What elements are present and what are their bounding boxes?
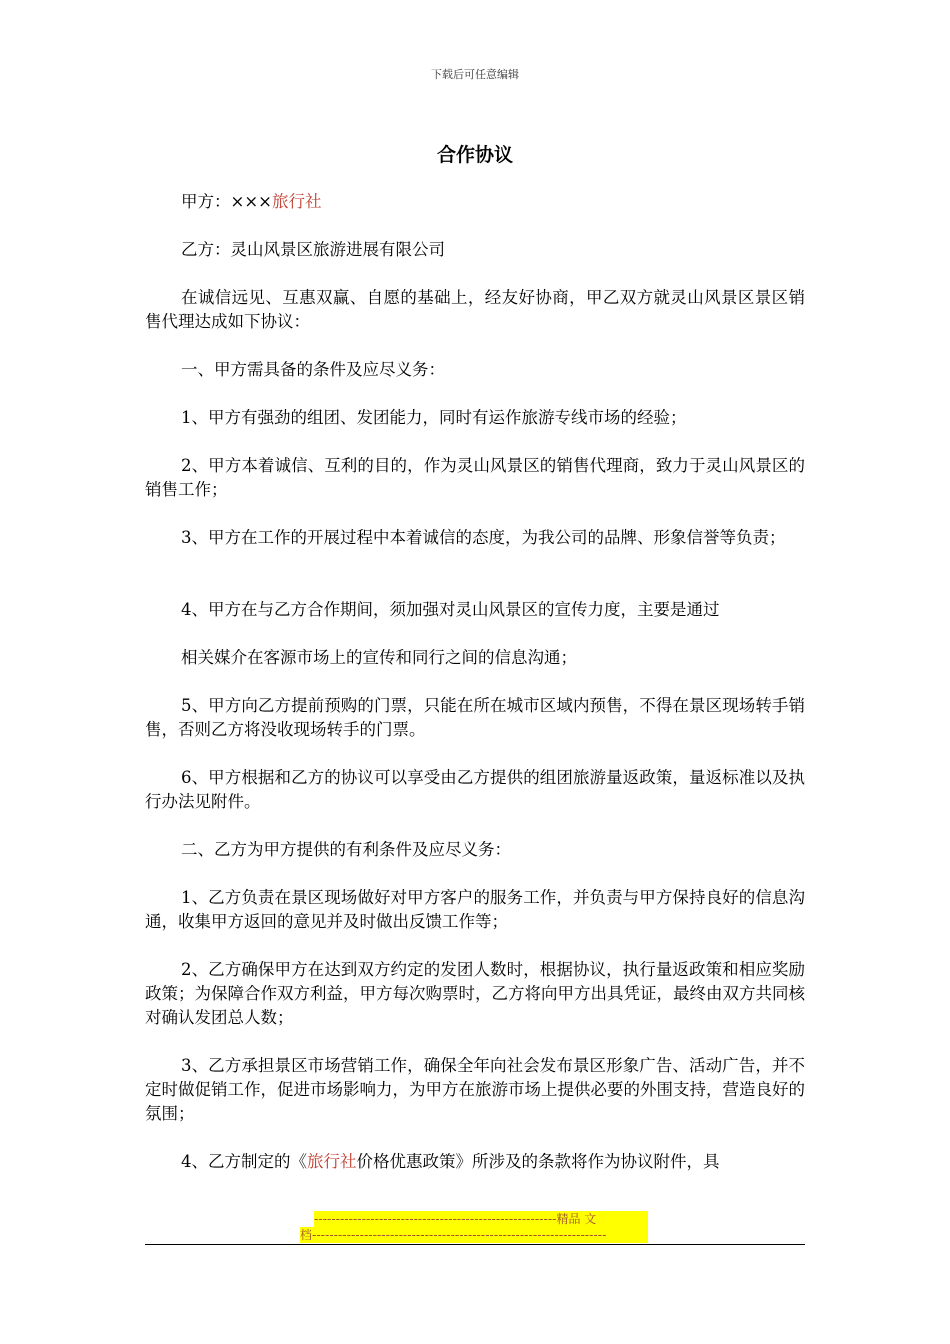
party-b-line: 乙方：灵山风景区旅游进展有限公司 — [181, 240, 445, 259]
section1-heading: 一、甲方需具备的条件及应尽义务： — [181, 360, 445, 379]
section1-item: 相关媒介在客源市场上的宣传和同行之间的信息沟通； — [181, 648, 577, 667]
footer-watermark — [300, 1211, 648, 1243]
intro-paragraph: 在诚信远见、互惠双赢、自愿的基础上，经友好协商，甲乙双方就灵山风景区景区销售代理达成如下协议： — [145, 288, 805, 331]
section2-item: 2、乙方确保甲方在达到双方约定的发团人数时，根据协议，执行量返政策和相应奖励政策；为保障合作双方利益，甲方每次购票时，乙方将向甲方出具凭证，最终由双方共同核对确认发团总人数； — [145, 960, 805, 1027]
section1-item: 5、甲方向乙方提前预购的门票，只能在所在城市区域内预售，不得在景区现场转手销售，否则乙方将没收现场转手的门票。 — [145, 696, 805, 739]
party-a-line — [145, 190, 805, 214]
section1-item: 3、甲方在工作的开展过程中本着诚信的态度，为我公司的品牌、形象信誉等负责； — [181, 528, 786, 547]
section2-item: 3、乙方承担景区市场营销工作，确保全年向社会发布景区形象广告、活动广告，并不定时做促销工作，促进市场影响力，为甲方在旅游市场上提供必要的外围支持，营造良好的氛围； — [145, 1056, 805, 1123]
footer-line2: 档-------------------------------------------------------------------- — [300, 1227, 648, 1243]
section1-item: 6、甲方根据和乙方的协议可以享受由乙方提供的组团旅游量返政策，量返标准以及执行办法见附件。 — [145, 768, 805, 811]
section1-item: 1、甲方有强劲的组团、发团能力，同时有运作旅游专线市场的经验； — [181, 408, 687, 427]
section2-item4-suffix: 价格优惠政策》所涉及的条款将作为协议附件，具 — [356, 1152, 720, 1171]
party-a-label: 甲方：××× — [181, 192, 272, 211]
section2-heading: 二、乙方为甲方提供的有利条件及应尽义务： — [181, 840, 511, 859]
section2-item4-prefix: 4、乙方制定的《 — [181, 1152, 307, 1171]
section2-item — [145, 1150, 805, 1174]
section1-item: 2、甲方本着诚信、互利的目的，作为灵山风景区的销售代理商，致力于灵山风景区的销售工作； — [145, 456, 805, 499]
footer-line1: --------------------------------------------------------精品 文 — [314, 1211, 648, 1227]
footer-rule — [145, 1244, 805, 1245]
section1-item: 4、甲方在与乙方合作期间，须加强对灵山风景区的宣传力度，主要是通过 — [181, 600, 720, 619]
section2-item4-red: 旅行社 — [307, 1152, 357, 1171]
section2-item: 1、乙方负责在景区现场做好对甲方客户的服务工作，并负责与甲方保持良好的信息沟通，收集甲方返回的意见并及时做出反馈工作等； — [145, 888, 805, 931]
party-a-name: 旅行社 — [271, 192, 322, 211]
document-title: 合作协议 — [436, 144, 513, 166]
header-note: 下载后可任意编辑 — [431, 68, 519, 81]
